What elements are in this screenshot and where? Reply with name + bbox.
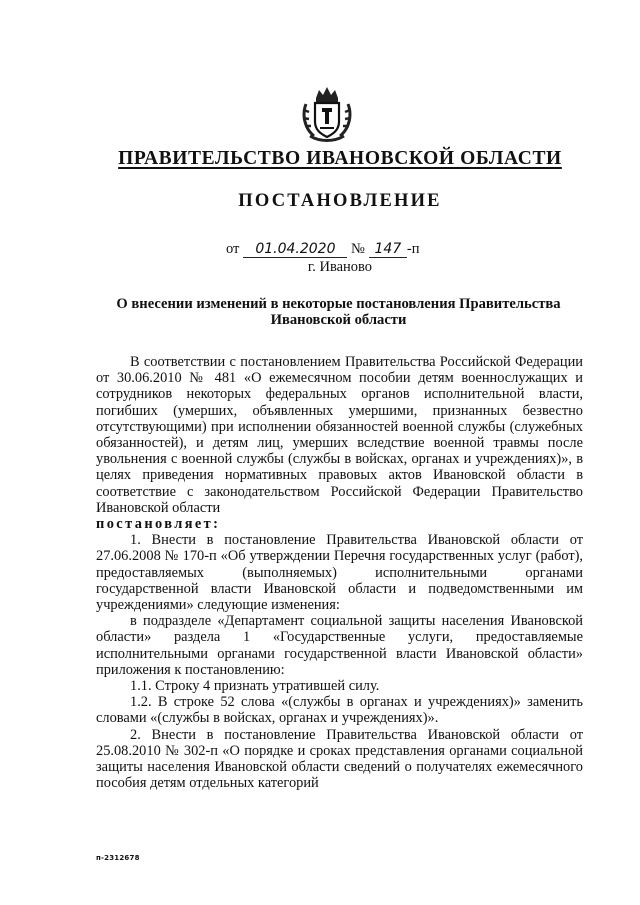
item-1-1: 1.1. Строку 4 признать утратившей силу. xyxy=(130,678,380,695)
city: г. Иваново xyxy=(307,259,373,275)
document-subject: О внесении изменений в некоторые постановления Правительства Ивановской области xyxy=(116,296,561,328)
date-number-line xyxy=(226,241,419,258)
item-1: 1. Внести в постановление Правительства Ивановской области от 27.06.2008 № 170-п «Об утверждении Перечня государственных услуг (работ), предоставляемых (выполняемых) исполнительными органами государственной власти Ивановской области и подведомственными им учреждениями» следующие изменения: xyxy=(96,532,583,614)
number-sign: № xyxy=(351,241,365,257)
item-2: 2. Внести в постановление Правительства Ивановской области от 25.08.2010 № 302-п «О порядке и сроках представления органами социальной защиты населения Ивановской области сведений о получателях ежемесячного пособия детям отдельных категорий xyxy=(96,726,583,792)
date-prefix: от xyxy=(226,241,240,257)
resolves-word: постановляет: xyxy=(96,516,221,533)
number-suffix: -п xyxy=(406,241,420,257)
coat-of-arms-icon xyxy=(300,84,354,142)
item-1-2: 1.2. В строке 52 слова «(службы в органах и учреждениях)» заменить словами «(службы в войсках, органах и учреждениях)». xyxy=(96,694,583,727)
document-type: ПОСТАНОВЛЕНИЕ xyxy=(238,191,442,211)
handwritten-number: 147 xyxy=(369,242,407,258)
document-body xyxy=(96,354,583,791)
preamble-paragraph: В соответствии с постановлением Правительства Российской Федерации от 30.06.2010 № 481 «О ежемесячном пособии детям военнослужащих и сотрудников некоторых федеральных органов исполнительной власти, погибших (умерших, объявленных умершими, признанных безвестно отсутствующими) при исполнении обязанностей военной службы (служебных обязанностей), и детям лиц, умерших вследствие военной травмы после увольнения с военной службы (службы в войсках, органах и учреждениях)», в целях приведения нормативных правовых актов Ивановской области в соответствие с законодательством Российской Федерации Правительство Ивановской области xyxy=(96,354,583,516)
handwritten-date: 01.04.2020 xyxy=(243,242,347,258)
item-1-subsection: в подразделе «Департамент социальной защиты населения Ивановской области» раздела 1 «Государственные услуги, предоставляемые исполнительными органами государственной власти Ивановской области» приложения к постановлению: xyxy=(96,613,583,678)
resolves-paragraph xyxy=(96,516,583,532)
organization-title: ПРАВИТЕЛЬСТВО ИВАНОВСКОЙ ОБЛАСТИ xyxy=(118,148,562,169)
footer-code: п-2312678 xyxy=(96,854,140,862)
